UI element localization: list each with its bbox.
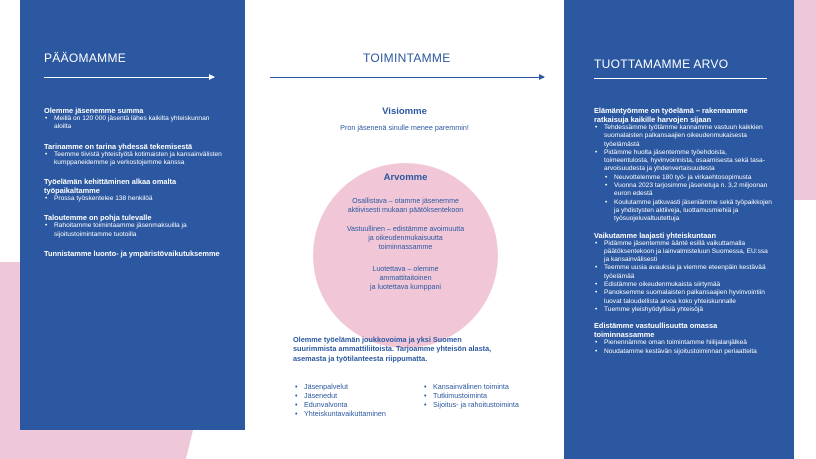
capital-block-item: • Teemme tiivistä yhteistyötä kotimaisten ja kansainvälisten kumppaneidemme ja verkostojemme kanssa [44, 151, 227, 168]
value-line: Osallistava – otamme jäsenemme [352, 197, 459, 205]
value-block-item: • Pidämme huolta jäsentemme työehdoista, toimeentulosta, hyvinvoinnista, osaamisesta sekä tasa-arvoisuudesta ja yhdenvertaisuudesta [594, 149, 772, 174]
value-line: Luotettava – olemme [372, 265, 439, 273]
capital-block-item: • Rahoitamme toimintaamme jäsenmaksuilla ja sijoitustoimintamme tuotoilla [44, 222, 227, 239]
activities-list [423, 382, 548, 409]
vision-title: Visiomme [382, 106, 427, 117]
capital-block-list [44, 115, 227, 132]
service-item: • Jäsenpalvelut [294, 382, 419, 391]
value-line: Vastuullinen – edistämme avoimuutta [346, 225, 465, 233]
value-block-list [594, 124, 772, 224]
values-circle [313, 163, 498, 348]
capital-block-item: • Prossa työskentelee 138 henkilöä [44, 195, 227, 203]
operations-heading: TOIMINTAMME [363, 51, 451, 65]
value-block-item: • Teemme uusia avauksia ja viemme eteenpäin kestävää työelämää [594, 264, 772, 281]
vision-text: Pron jäsenenä sinulle menee paremmin! [340, 123, 469, 132]
value-divider [594, 78, 767, 79]
capital-block-item: • Meillä on 120 000 jäsentä lähes kaikilta yhteiskunnan aloilta [44, 115, 227, 132]
capital-block-title: Tunnistamme luonto- ja ympäristövaikutuksemme [44, 249, 220, 259]
value-block-item: • Panoksemme suomalaisten palkansaajien hyvinvointiin luovat taloudellista arvoa koko yhteiskunnalle [594, 289, 772, 306]
value-line: toiminnassamme [378, 242, 433, 251]
value-block-item: • Pienennämme oman toimintamme hiilijalanjälkeä [594, 339, 772, 347]
value-blocks [594, 106, 772, 363]
value-block-title: Vaikutamme laajasti yhteiskuntaan [594, 230, 716, 240]
value-block [594, 321, 772, 356]
activity-item: • Sijoitus- ja rahoitustoiminta [423, 400, 548, 409]
value-line: aktiivisesti mukaan päätöksentekoon [347, 205, 464, 214]
value-block-item: • Koulutamme jatkuvasti jäseniämme sekä työpaikkojen ja yhdistysten aktiiveja, luottamusmiehiä ja työsuojeluvaltuutettuja [594, 199, 772, 224]
value-column [564, 0, 794, 459]
pink-decor-edge-right [794, 0, 816, 200]
value-heading: TUOTTAMAMME ARVO [594, 57, 729, 71]
capital-blocks [44, 106, 227, 268]
service-item: • Jäsenedut [294, 391, 419, 400]
mission-statement-line: Olemme työelämän joukkovoima ja yksi Suomen [293, 335, 462, 344]
capital-block [44, 249, 227, 258]
capital-arrow-icon [44, 77, 214, 78]
value-block-item: • Tuemme yleishyödyllisiä yhteisöjä [594, 306, 772, 314]
capital-block-list [44, 151, 227, 168]
services-list [294, 382, 419, 418]
value-block-list [594, 240, 772, 315]
capital-block-title: Työelämän kehittäminen alkaa omalta työpaikaltamme [44, 177, 177, 196]
service-item: • Edunvalvonta [294, 400, 419, 409]
value-block-item: • Neuvottelemme 180 työ- ja virkaehtosopimusta [594, 174, 772, 182]
value-block-item: • Vuonna 2023 tarjosimme jäsenetuja n. 3,2 miljoonan euron edestä [594, 182, 772, 199]
capital-block-title: Tarinamme on tarina yhdessä tekemisestä [44, 141, 193, 151]
capital-block-title: Olemme jäsenemme summa [44, 106, 144, 115]
value-block-item: • Edistämme oikeudenmukaista siirtymää [594, 281, 772, 289]
mission-statement-line: asemasta ja työtilanteesta riippumatta. [293, 353, 428, 363]
service-item: • Yhteiskuntavaikuttaminen [294, 409, 419, 418]
value-block [594, 231, 772, 315]
value-block-title: Edistämme vastuullisuutta omassa toiminnassamme [594, 321, 718, 340]
value-block-item: • Pidämme jäsentemme äänté esillä vaikuttamalla päätöksentekoon ja lainvalmisteluun Suomessa, EU:ssa ja kansainvälisesti [594, 240, 772, 265]
capital-block [44, 177, 227, 203]
capital-block [44, 106, 227, 132]
capital-block-list [44, 222, 227, 239]
capital-block [44, 142, 227, 168]
mission-statement [293, 335, 553, 363]
operations-arrow-icon [270, 77, 544, 78]
capital-heading: PÄÄOMAMME [44, 51, 127, 65]
values-title: Arvomme [383, 172, 428, 183]
capital-block [44, 213, 227, 239]
value-block-title: Elämäntyömme on työelämä – rakennamme ratkaisuja kaikille harvojen sijaan [594, 106, 748, 124]
capital-block-title: Taloutemme on pohja tulevalle [44, 213, 152, 223]
value-block [594, 106, 772, 224]
activity-item: • Tutkimustoiminta [423, 391, 548, 400]
capital-column [20, 0, 245, 430]
activity-item: • Kansainvälinen toiminta [423, 382, 548, 391]
value-block-item: • Noudatamme kestävän sijoitustoiminnan periaatteita [594, 348, 772, 356]
mission-statement-line: suurimmista ammattiliitoista. Tarjoamme yhteisön alasta, [293, 344, 492, 354]
value-block-item: • Tehdessämme työtämme kannamme vastuun kaikkien suomalaisten palkansaajien oikeudenmukaisesta työelämästä [594, 124, 772, 149]
value-line: ja oikeudenmukaisuutta [368, 233, 443, 242]
value-block-list [594, 339, 772, 356]
value-line: ammattitaitoinen [379, 273, 432, 282]
value-line: ja luotettava kumppani [370, 282, 441, 291]
capital-block-list [44, 195, 227, 203]
